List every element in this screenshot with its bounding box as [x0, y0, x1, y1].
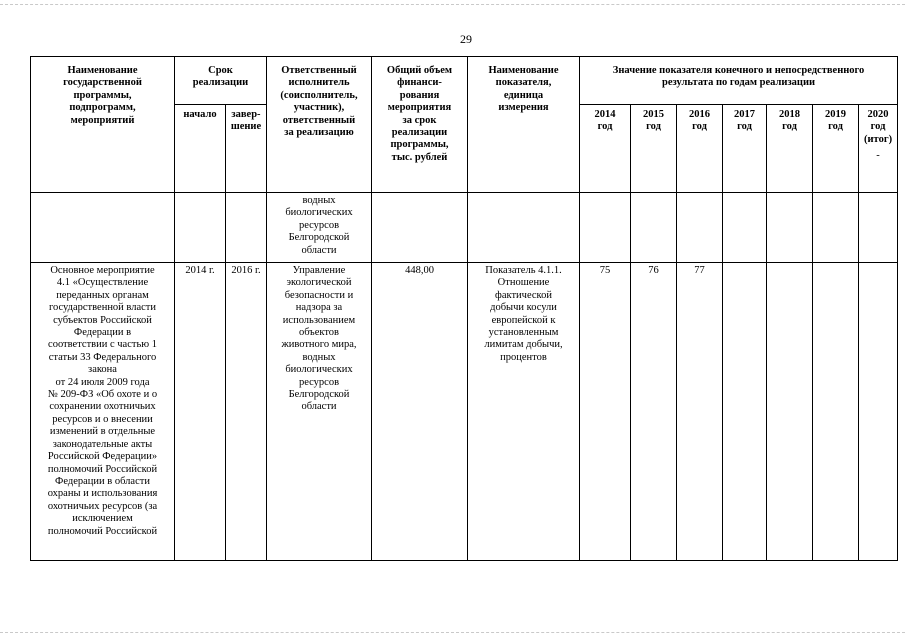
- header-term: Срок реализации: [175, 57, 267, 105]
- row-value-2015: [631, 193, 677, 263]
- header-indicator: Наименование показателя, единица измерения: [468, 57, 580, 193]
- row-end: [226, 193, 267, 263]
- header-year-2017: 2017 год: [723, 105, 767, 193]
- row-indicator: Показатель 4.1.1. Отношение фактической добычи косули европейской к установленным лимитам добычи, процентов: [468, 263, 580, 561]
- header-end: завер- шение: [226, 105, 267, 193]
- row-start: [175, 193, 226, 263]
- row-responsible: Управление экологической безопасности и надзора за использованием объектов животного мира, водных биологических ресурсов Белгородской области: [267, 263, 372, 561]
- header-name: Наименование государственной программы, подпрограмм, мероприятий: [31, 57, 175, 193]
- row-value-2020: [859, 263, 898, 561]
- header-responsible: Ответственный исполнитель (соисполнитель, участник), ответственный за реализацию: [267, 57, 372, 193]
- row-value-2015: 76: [631, 263, 677, 561]
- row-value-2020: [859, 193, 898, 263]
- row-name: [31, 193, 175, 263]
- row-name: Основное мероприятие 4.1 «Осуществление переданных органам государственной власти субъектов Российской Федерации в соответствии с частью 1 статьи 33 Федерального закона от 24 июля 2009 года № 209-ФЗ «Об охоте и о сохранении охотничьих ресурсов и о внесении изменений в отдельные законодательные акты Российской Федерации» полномочий Российской Федерации в области охраны и использования охотничьих ресурсов (за исключением полномочий Российской: [31, 263, 175, 561]
- row-value-2016: [677, 193, 723, 263]
- program-table: [30, 56, 898, 561]
- row-volume: 448,00: [372, 263, 468, 561]
- row-value-2018: [767, 263, 813, 561]
- header-row-1: [31, 57, 898, 105]
- table-row: [31, 263, 898, 561]
- page-number: 29: [460, 32, 472, 46]
- header-year-2016: 2016 год: [677, 105, 723, 193]
- row-indicator: [468, 193, 580, 263]
- header-year-2020-label: 2020 год (итог): [864, 109, 893, 145]
- scan-bottom-edge: [0, 632, 905, 633]
- row-start: 2014 г.: [175, 263, 226, 561]
- row-value-2019: [813, 263, 859, 561]
- row-value-2018: [767, 193, 813, 263]
- header-dash: -: [876, 150, 880, 162]
- row-responsible: водных биологических ресурсов Белгородской области: [267, 193, 372, 263]
- header-year-2019: 2019 год: [813, 105, 859, 193]
- header-year-2020: [859, 105, 898, 193]
- header-year-2015: 2015 год: [631, 105, 677, 193]
- table-row: [31, 193, 898, 263]
- row-end: 2016 г.: [226, 263, 267, 561]
- header-values: Значение показателя конечного и непосредственного результата по годам реализации: [580, 57, 898, 105]
- header-year-2018: 2018 год: [767, 105, 813, 193]
- header-volume: Общий объем финанси- рования мероприятия за срок реализации программы, тыс. рублей: [372, 57, 468, 193]
- row-value-2017: [723, 193, 767, 263]
- row-value-2019: [813, 193, 859, 263]
- scan-top-edge: [0, 4, 905, 5]
- row-volume: [372, 193, 468, 263]
- row-value-2014: 75: [580, 263, 631, 561]
- row-value-2014: [580, 193, 631, 263]
- row-value-2017: [723, 263, 767, 561]
- row-value-2016: 77: [677, 263, 723, 561]
- header-start: начало: [175, 105, 226, 193]
- header-year-2014: 2014 год: [580, 105, 631, 193]
